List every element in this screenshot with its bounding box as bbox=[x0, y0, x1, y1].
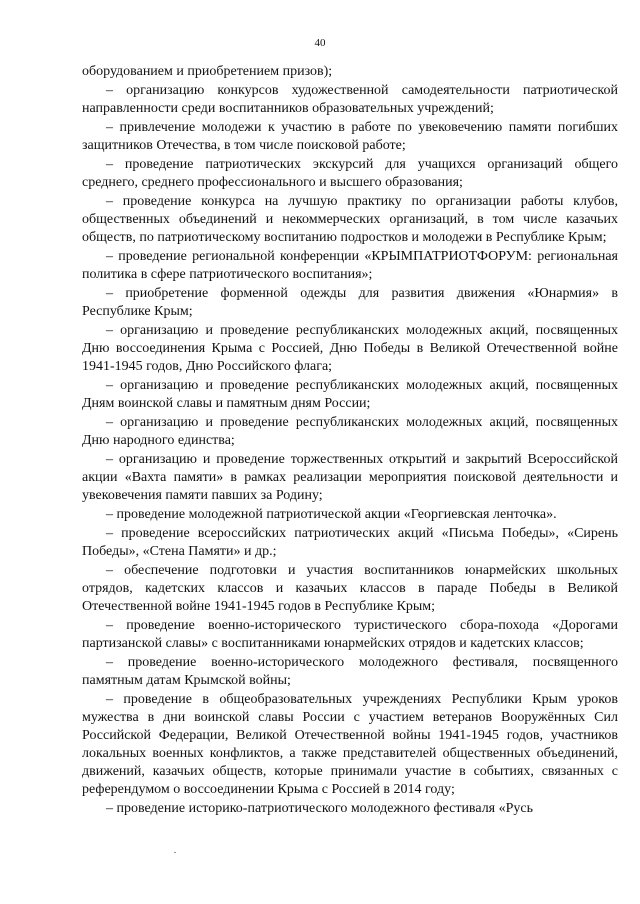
paragraph-14: – обеспечение подготовки и участия воспитанников юнармейских школьных отрядов, кадетских классов и казачьих классов в параде Победы в Великой Отечественной войне 1941-1945 годов в Республике Крым; bbox=[82, 563, 618, 614]
paragraph-11: – организацию и проведение торжественных открытий и закрытий Всероссийской акции «Вахта памяти» в рамках реализации мероприятия поисковой деятельности и увековечения памяти павших за Родину; bbox=[82, 452, 618, 503]
paragraph-1: оборудованием и приобретением призов); bbox=[82, 64, 333, 79]
paragraph-2: – организацию конкурсов художественной самодеятельности патриотической направленности среди воспитанников образовательных учреждений; bbox=[82, 83, 618, 116]
paragraph-8: – организацию и проведение республиканских молодежных акций, посвященных Дню воссоединения Крыма с Россией, Дню Победы в Великой Отечественной войне 1941-1945 годов, Дню Российского флага; bbox=[82, 323, 618, 374]
paragraph-3: – привлечение молодежи к участию в работе по увековечению памяти погибших защитников Отечества, в том числе поисковой работе; bbox=[82, 120, 618, 153]
paragraph-7: – приобретение форменной одежды для развития движения «Юнармия» в Республике Крым; bbox=[82, 286, 618, 319]
paragraph-6: – проведение региональной конференции «КРЫМПАТРИОТФОРУМ: региональная политика в сфере патриотического воспитания»; bbox=[82, 249, 618, 282]
paragraph-16: – проведение военно-исторического молодежного фестиваля, посвященного памятным датам Крымской войны; bbox=[82, 655, 618, 688]
paragraph-18: – проведение историко-патриотического молодежного фестиваля «Русь bbox=[106, 801, 534, 816]
page-number: 40 bbox=[314, 37, 326, 49]
paragraph-10: – организацию и проведение республиканских молодежных акций, посвященных Дню народного единства; bbox=[82, 415, 618, 448]
paragraph-15: – проведение военно-исторического туристического сбора-похода «Дорогами партизанской славы» с воспитанниками юнармейских отрядов и кадетских классов; bbox=[82, 618, 618, 651]
document-body bbox=[82, 63, 618, 819]
paragraph-13: – проведение всероссийских патриотических акций «Письма Победы», «Сирень Победы», «Стена Памяти» и др.; bbox=[82, 526, 618, 559]
paragraph-17: – проведение в общеобразовательных учреждениях Республики Крым уроков мужества в дни воинской славы России с участием ветеранов Вооружённых Сил Российской Федерации, Великой Отечественной войны 1941-1945 годов, участников локальных военных конфликтов, а также представителей общественных объединений, движений, казачьих обществ, которые принимали участие в событиях, связанных с референдумом о воссоединении Крыма с Россией в 2014 году; bbox=[82, 692, 618, 797]
paragraph-5: – проведение конкурса на лучшую практику по организации работы клубов, общественных объединений и некоммерческих организаций, в том числе казачьих обществ, по патриотическому воспитанию подростков и молодежи в Республике Крым; bbox=[82, 194, 618, 245]
paragraph-12: – проведение молодежной патриотической акции «Георгиевская ленточка». bbox=[106, 507, 557, 522]
paragraph-9: – организацию и проведение республиканских молодежных акций, посвященных Дням воинской славы и памятным дням России; bbox=[82, 378, 618, 411]
scan-speck bbox=[174, 852, 176, 853]
paragraph-4: – проведение патриотических экскурсий для учащихся организаций общего среднего, среднего профессионального и высшего образования; bbox=[82, 157, 618, 190]
